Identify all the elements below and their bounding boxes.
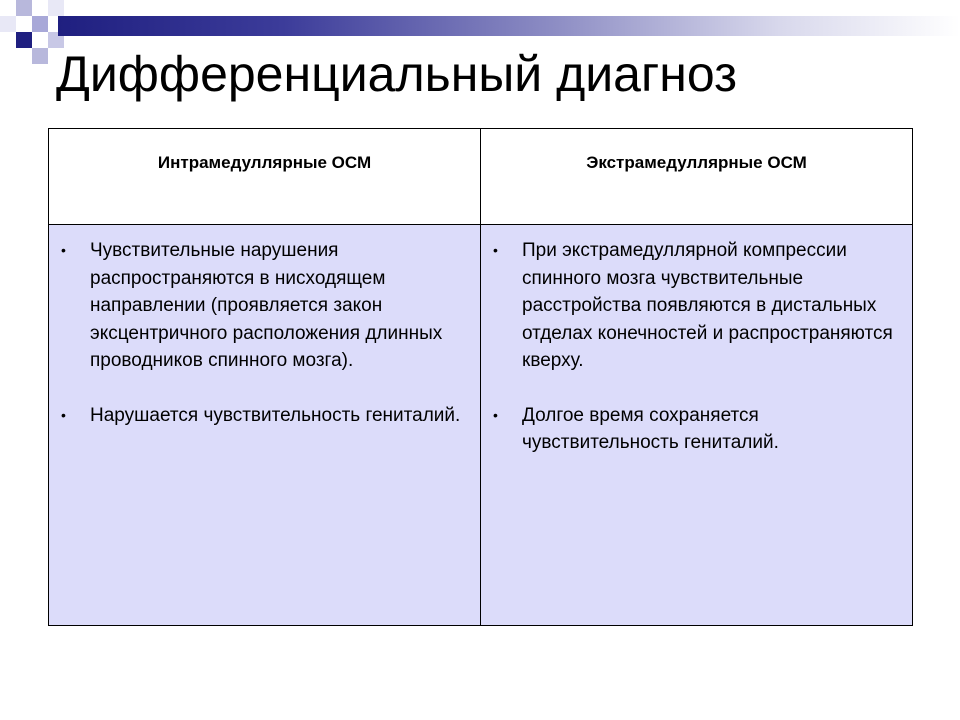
bullet-icon: • [493, 242, 498, 258]
decor-square [48, 0, 64, 16]
table-row [49, 225, 913, 626]
decor-square [32, 16, 48, 32]
header-label: Интрамедуллярные ОСМ [157, 152, 372, 172]
cell-intramedullary [49, 225, 481, 626]
comparison-table [48, 128, 913, 626]
list-item-text: Нарушается чувствительность гениталий. [90, 404, 461, 426]
bullet-list [59, 237, 470, 429]
list-item-text: Чувствительные нарушения распространяются в нисходящем направлении (проявляется закон эксцентричного расположения длинных проводников спинного мозга). [90, 240, 443, 371]
bullet-icon: • [61, 406, 66, 423]
list-item [491, 237, 902, 375]
table-header-row [49, 129, 913, 225]
slide-title: Дифференциальный диагноз [56, 46, 738, 102]
list-item [59, 237, 470, 375]
header-label: Экстрамедуллярные ОСМ [586, 152, 807, 172]
decor-square [16, 0, 32, 16]
title-gradient-bar [58, 16, 960, 36]
list-item [59, 402, 470, 430]
bullet-list [491, 237, 902, 457]
cell-extramedullary [481, 225, 913, 626]
header-extramedullary [481, 129, 913, 225]
decor-square [16, 32, 32, 48]
decor-square [0, 16, 16, 32]
list-item [491, 402, 902, 457]
decor-square [32, 48, 48, 64]
bullet-icon: • [493, 406, 498, 423]
header-intramedullary [49, 129, 481, 225]
bullet-icon: • [61, 242, 66, 258]
list-item-text: При экстрамедуллярной компрессии спинного мозга чувствительные расстройства появляются в дистальных отделах конечностей и распространяются кверху. [522, 240, 893, 371]
list-item-text: Долгое время сохраняется чувствительность гениталий. [522, 404, 779, 453]
